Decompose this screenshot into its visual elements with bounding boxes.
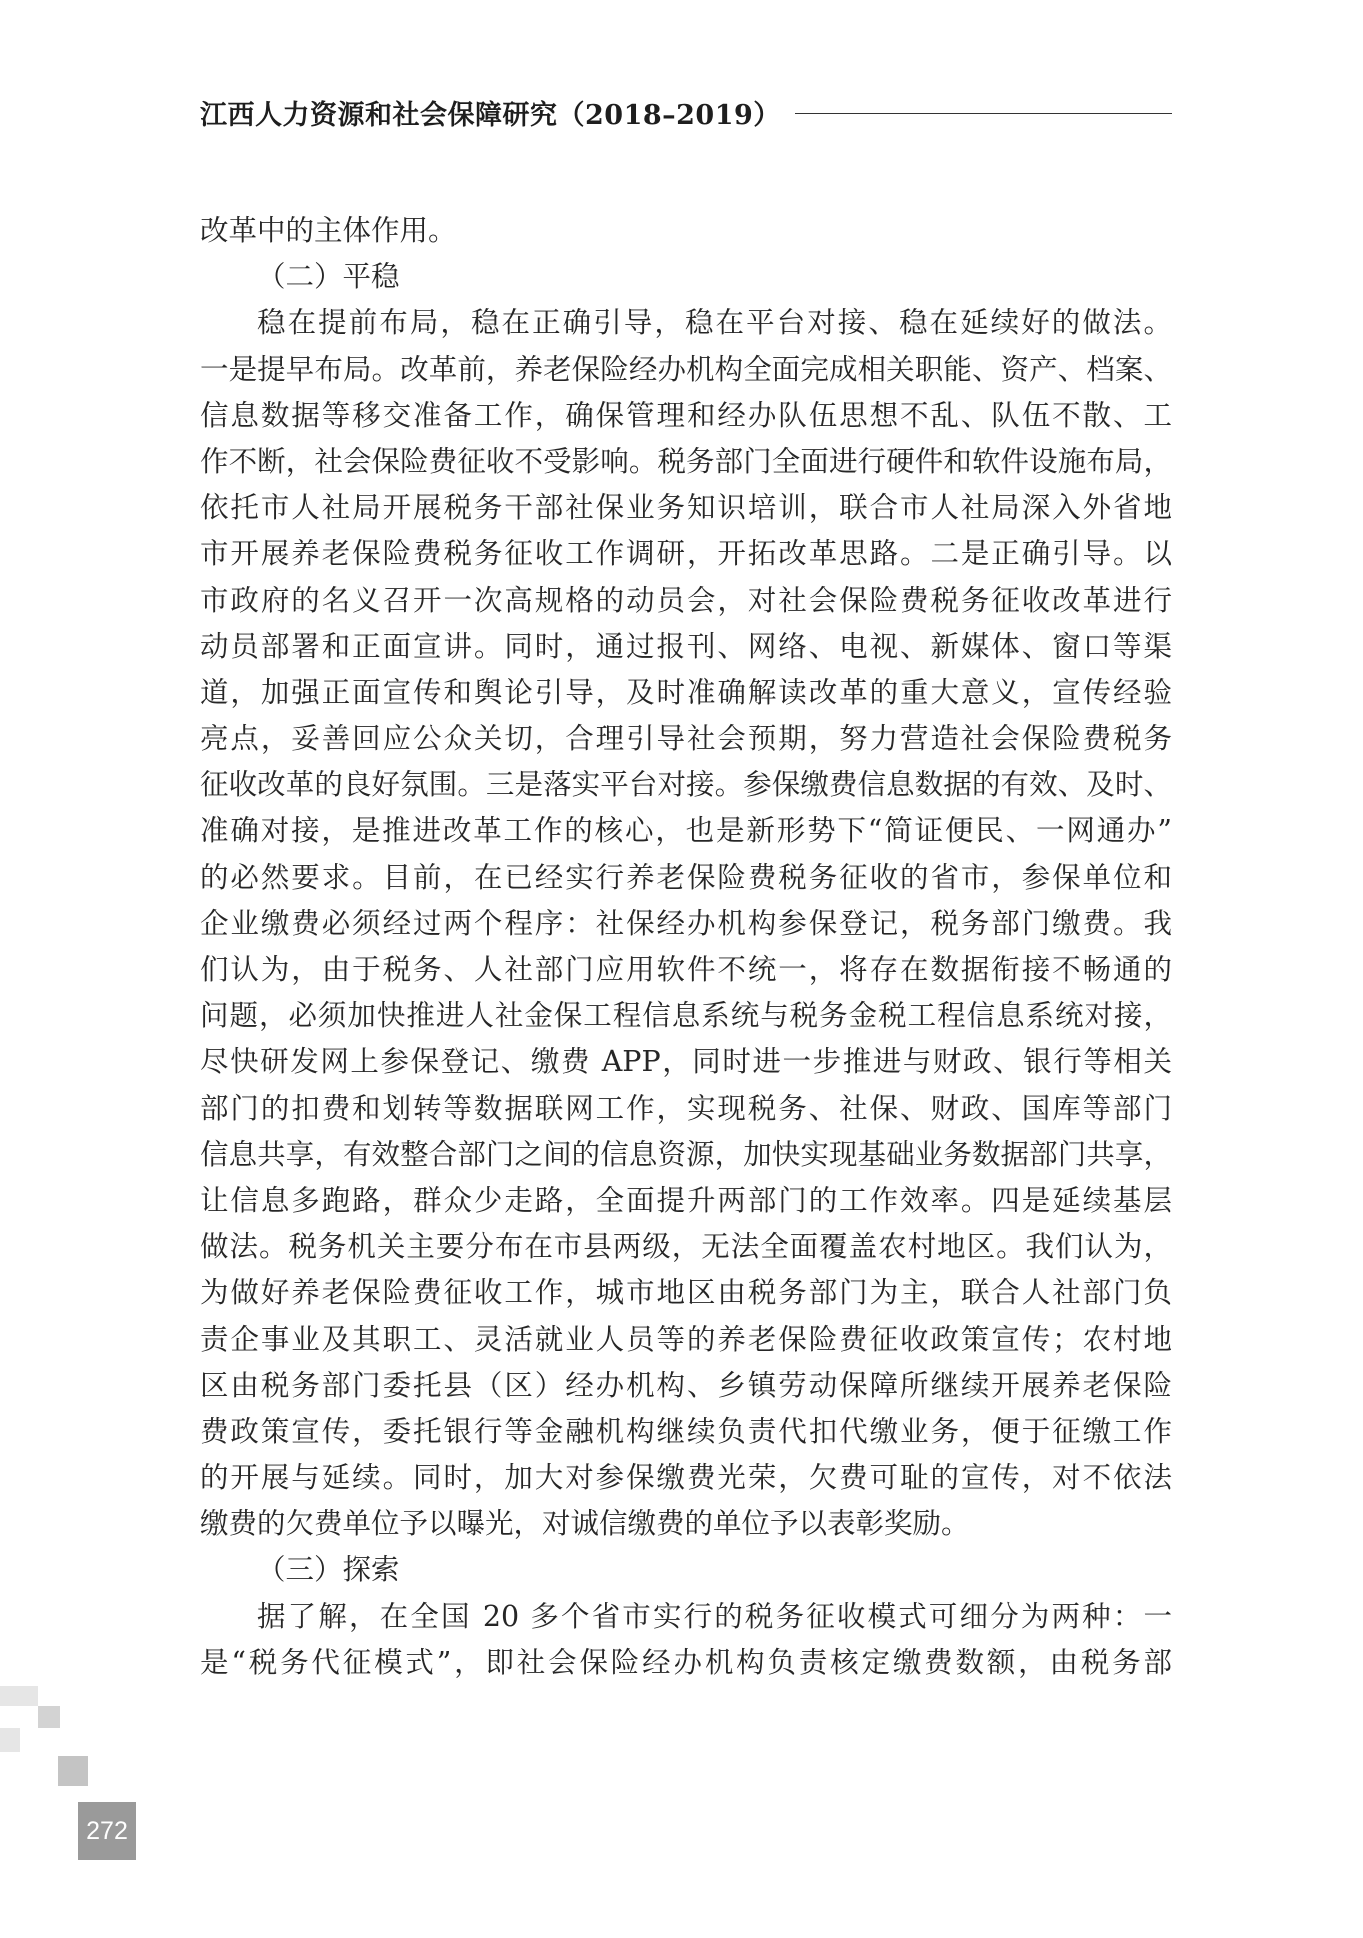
paragraph-line: 的必然要求。目前，在已经实行养老保险费税务征收的省市，参保单位和: [200, 860, 1172, 894]
paragraph-line: 征收改革的良好氛围。三是落实平台对接。参保缴费信息数据的有效、及时、: [200, 768, 1172, 802]
paragraph-line: 稳在提前布局，稳在正确引导，稳在平台对接、稳在延续好的做法。: [257, 306, 1172, 340]
body-text: [200, 208, 1172, 1686]
paragraph-line: 信息共享，有效整合部门之间的信息资源，加快实现基础业务数据部门共享，: [200, 1137, 1172, 1171]
paragraph-line: 的开展与延续。同时，加大对参保缴费光荣，欠费可耻的宣传，对不依法: [200, 1461, 1172, 1495]
paragraph-line: 依托市人社局开展税务干部社保业务知识培训，联合市人社局深入外省地: [200, 491, 1172, 525]
section-heading: （三）探索: [257, 1553, 400, 1587]
paragraph-line: 费政策宣传，委托银行等金融机构继续负责代扣代缴业务，便于征缴工作: [200, 1414, 1172, 1448]
paragraph-line: 改革中的主体作用。: [200, 214, 457, 247]
paragraph-line: 区由税务部门委托县（区）经办机构、乡镇劳动保障所继续开展养老保险: [200, 1368, 1172, 1402]
decorative-square: [58, 1756, 88, 1786]
paragraph-line: 让信息多跑路，群众少走路，全面提升两部门的工作效率。四是延续基层: [200, 1183, 1172, 1217]
book-title: 江西人力资源和社会保障研究（2018–2019）: [200, 99, 781, 131]
section-heading: （二）平稳: [257, 260, 400, 294]
paragraph-line: 据了解，在全国 20 多个省市实行的税务征收模式可细分为两种：一: [257, 1599, 1172, 1633]
running-header: [200, 92, 1172, 132]
paragraph-line: 问题，必须加快推进人社金保工程信息系统与税务金税工程信息系统对接，: [200, 999, 1172, 1033]
paragraph-line: 道，加强正面宣传和舆论引导，及时准确解读改革的重大意义，宣传经验: [200, 675, 1172, 709]
paragraph-line: 动员部署和正面宣讲。同时，通过报刊、网络、电视、新媒体、窗口等渠: [200, 629, 1172, 663]
paragraph-line: 作不断，社会保险费征收不受影响。税务部门全面进行硬件和软件设施布局，: [200, 444, 1172, 478]
page-number: 272: [78, 1802, 136, 1860]
paragraph-line: 部门的扣费和划转等数据联网工作，实现税务、社保、财政、国库等部门: [200, 1091, 1172, 1125]
paragraph-line: 一是提早布局。改革前，养老保险经办机构全面完成相关职能、资产、档案、: [200, 352, 1172, 386]
paragraph-line: 缴费的欠费单位予以曝光，对诚信缴费的单位予以表彰奖励。: [200, 1507, 970, 1541]
decorative-square: [38, 1706, 60, 1728]
header-rule: [795, 113, 1172, 114]
paragraph-line: 市开展养老保险费税务征收工作调研，开拓改革思路。二是正确引导。以: [200, 537, 1172, 571]
paragraph-line: 信息数据等移交准备工作，确保管理和经办队伍思想不乱、队伍不散、工: [200, 398, 1172, 432]
paragraph-line: 市政府的名义召开一次高规格的动员会，对社会保险费税务征收改革进行: [200, 583, 1172, 617]
paragraph-line: 为做好养老保险费征收工作，城市地区由税务部门为主，联合人社部门负: [200, 1276, 1172, 1310]
paragraph-line: 准确对接，是推进改革工作的核心，也是新形势下“简证便民、一网通办”: [200, 814, 1172, 848]
paragraph-line: 们认为，由于税务、人社部门应用软件不统一，将存在数据衔接不畅通的: [200, 953, 1172, 986]
decorative-square: [0, 1686, 38, 1706]
paragraph-line: 是“税务代征模式”，即社会保险经办机构负责核定缴费数额，由税务部: [200, 1645, 1172, 1679]
paragraph-line: 企业缴费必须经过两个程序：社保经办机构参保登记，税务部门缴费。我: [200, 906, 1172, 940]
paragraph-line: 尽快研发网上参保登记、缴费 APP，同时进一步推进与财政、银行等相关: [200, 1045, 1172, 1079]
paragraph-line: 责企事业及其职工、灵活就业人员等的养老保险费征收政策宣传；农村地: [200, 1322, 1172, 1356]
paragraph-line: 做法。税务机关主要分布在市县两级，无法全面覆盖农村地区。我们认为，: [200, 1230, 1172, 1264]
decorative-square: [0, 1728, 20, 1752]
paragraph-line: 亮点，妥善回应公众关切，合理引导社会预期，努力营造社会保险费税务: [200, 722, 1172, 756]
